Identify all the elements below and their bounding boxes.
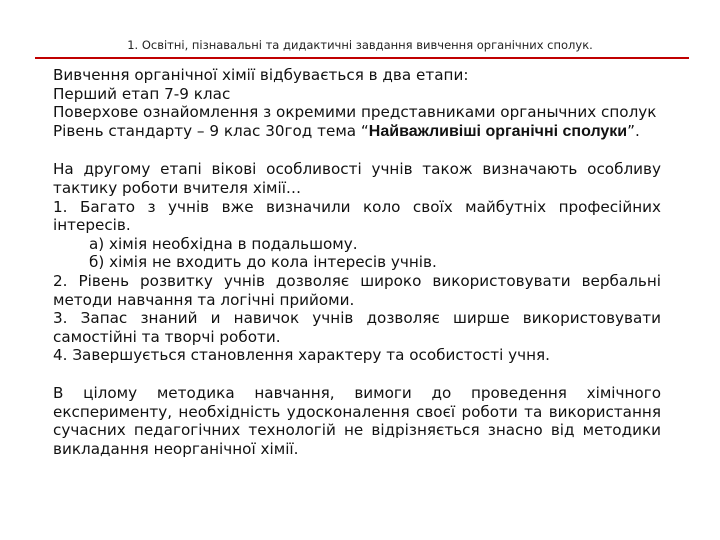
- paragraph-conclusion: В цілому методика навчання, вимоги до проведення хімічного експерименту, необхідність удосконалення своєї роботи та використання сучасних педагогічних технологій не відрізняється знасно від методики викладання неорганічної хімії.: [53, 383, 661, 458]
- title-divider: [35, 57, 689, 59]
- list-item-3: 3. Запас знаний и навичок учнів дозволяє ширше використовувати самостійні та творчі роботи.: [53, 309, 661, 346]
- topic-title: Найважливіші органічні сполуки: [368, 122, 628, 140]
- slide-title: 1. Освітні, пізнавальні та дидактичні завдання вивчення органічних сполук.: [127, 38, 593, 52]
- slide-body: [53, 66, 661, 458]
- list-item-1a: а) хімія необхідна в подальшому.: [89, 234, 358, 253]
- standard-level-text: Рівень стандарту – 9 клас 30год тема “: [53, 121, 369, 140]
- paragraph-first-stage: Перший етап 7-9 клас: [53, 84, 231, 103]
- list-item-1b: б) хімія не входить до кола інтересів учнів.: [89, 253, 437, 272]
- list-item-1: 1. Багато з учнів вже визначили коло своїх майбутніх професійних інтересів.: [53, 197, 661, 235]
- list-item-4: 4. Завершується становлення характеру та особистості учня.: [53, 346, 550, 365]
- paragraph-stages: Вивчення органічної хімії відбувається в два етапи:: [53, 66, 469, 84]
- paragraph-standard-level: [53, 122, 661, 142]
- list-item-2: 2. Рівень розвитку учнів дозволяє широко використовувати вербальні методи навчання та логічні прийоми.: [53, 271, 661, 309]
- paragraph-superficial: Поверхове ознайомлення з окремими представниками органычних сполук: [53, 103, 657, 122]
- standard-level-end: ”.: [627, 121, 640, 140]
- paragraph-second-stage: На другому етапі вікові особливості учнів також визначають особливу тактику роботи вчителя хімії…: [53, 160, 661, 197]
